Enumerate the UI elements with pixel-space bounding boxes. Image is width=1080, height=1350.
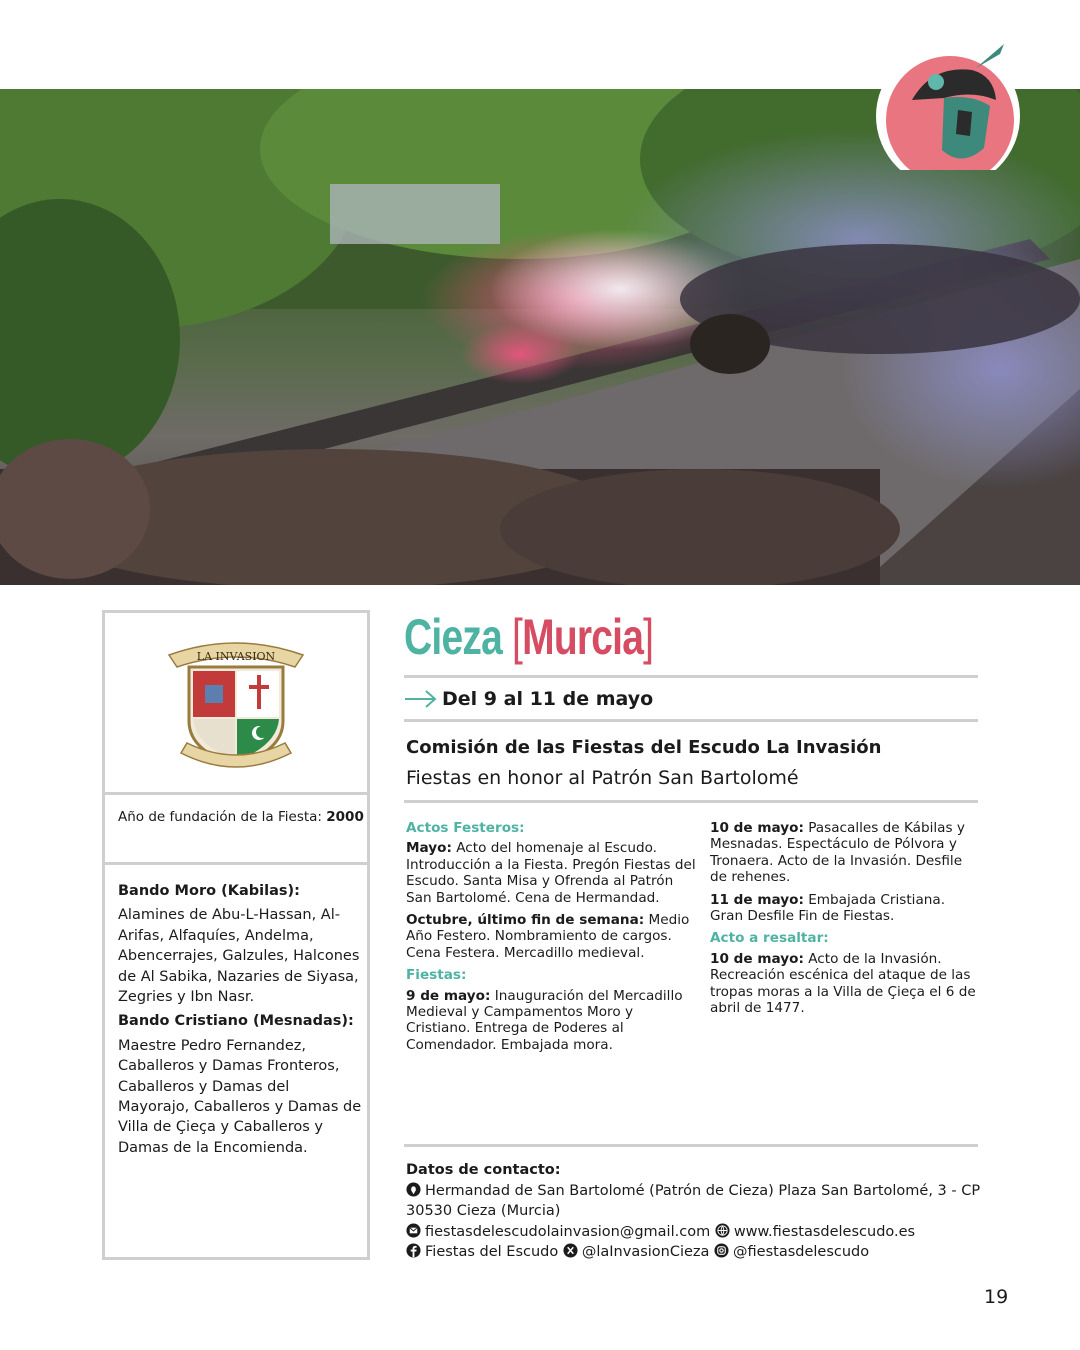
x-link[interactable]: @laInvasionCieza bbox=[581, 1244, 710, 1261]
octubre-entry bbox=[406, 912, 696, 961]
bracket-close: ] bbox=[643, 609, 654, 665]
contact-title: Datos de contacto: bbox=[406, 1162, 561, 1178]
octubre-text: Medio Año Festero. Nombramiento de cargos. Cena Festera. Mercadillo medieval. bbox=[406, 912, 690, 961]
moro-list: Alamines de Abu-L-Hassan, Al-Arifas, Alfaquíes, Andelma, Abencerrajes, Galzules, Halcones de Al Sabika, Nazaries de Siyasa, Zegries y Ibn Nasr. bbox=[118, 907, 360, 1006]
address-line bbox=[406, 1181, 986, 1222]
facebook-link[interactable]: Fiestas del Escudo bbox=[425, 1244, 559, 1261]
page-number: 19 bbox=[984, 1286, 1009, 1308]
d11-text: Embajada Cristiana. Gran Desfile Fin de Fiestas. bbox=[710, 891, 946, 925]
resaltar-text: Acto de la Invasión. Recreación escénica del ataque de las tropas moras a la Villa de Çieça el 6 de abril de 1477. bbox=[710, 950, 976, 1017]
instagram-icon bbox=[714, 1243, 729, 1258]
arrow-right-icon bbox=[404, 689, 438, 709]
moro-title: Bando Moro (Kabilas): bbox=[118, 883, 300, 899]
email-link[interactable]: fiestasdelescudolainvasion@gmail.com bbox=[425, 1223, 711, 1240]
cristiano-title: Bando Cristiano (Mesnadas): bbox=[118, 1013, 354, 1030]
web-link[interactable]: www.fiestasdelescudo.es bbox=[733, 1223, 916, 1240]
program-column-1 bbox=[406, 820, 696, 1059]
info-sidebar bbox=[102, 610, 370, 1260]
email-icon bbox=[406, 1223, 421, 1238]
foundation-year bbox=[105, 795, 367, 865]
cristiano-list: Maestre Pedro Fernandez, Caballeros y Damas Fronteros, Caballeros y Damas del Mayorajo, Caballeros y Damas de Villa de Çieça y Caballeros y Damas de la Encomienda. bbox=[118, 1037, 362, 1156]
honor-subtitle: Fiestas en honor al Patrón San Bartolomé bbox=[406, 767, 799, 789]
location-icon bbox=[406, 1182, 421, 1197]
region-name: Murcia bbox=[522, 609, 644, 665]
address-text: Hermandad de San Bartolomé (Patrón de Cieza) Plaza San Bartolomé, 3 - CP 30530 Cieza (Murcia) bbox=[406, 1182, 981, 1220]
d11-entry bbox=[710, 892, 982, 925]
warrior-badge-icon bbox=[872, 40, 1024, 170]
d10-entry bbox=[710, 820, 982, 886]
event-dates bbox=[404, 684, 653, 714]
mayo-text: Acto del homenaje al Escudo. Introducción a la Fiesta. Pregón Fiestas del Escudo. Santa Misa y Ofrenda al Patrón San Bartolomé. Cena de Hermandad. bbox=[406, 840, 696, 906]
divider bbox=[404, 719, 978, 722]
founded-label: Año de fundación de la Fiesta: bbox=[118, 809, 322, 825]
actos-label: Actos Festeros: bbox=[406, 820, 525, 836]
resaltar-date: 10 de mayo: bbox=[710, 950, 804, 967]
divider bbox=[404, 1144, 978, 1147]
d10-date: 10 de mayo: bbox=[710, 820, 804, 836]
x-icon bbox=[563, 1243, 578, 1258]
organizer: Comisión de las Fiestas del Escudo La Invasión bbox=[406, 737, 882, 758]
coat-of-arms-icon bbox=[159, 633, 313, 775]
d10-text: Pasacalles de Kábilas y Mesnadas. Espectáculo de Pólvora y Tronaera. Acto de la Invasión. Desfile de rehenes. bbox=[710, 820, 965, 886]
mayo-date: Mayo: bbox=[406, 840, 452, 857]
contact-section bbox=[406, 1160, 986, 1263]
founded-year: 2000 bbox=[326, 809, 364, 825]
bracket-open: [ bbox=[512, 609, 523, 665]
city-name: Cieza bbox=[404, 609, 502, 665]
d9-date: 9 de mayo: bbox=[406, 987, 491, 1004]
social-line bbox=[406, 1242, 986, 1263]
resaltar-label: Acto a resaltar: bbox=[710, 930, 829, 947]
resaltar-entry bbox=[710, 951, 982, 1017]
bands-list bbox=[118, 881, 363, 1162]
d9-entry bbox=[406, 988, 696, 1054]
email-web-line bbox=[406, 1222, 986, 1243]
crest-panel bbox=[105, 613, 367, 795]
facebook-icon bbox=[406, 1243, 421, 1258]
globe-icon bbox=[715, 1223, 730, 1238]
page-title bbox=[404, 608, 653, 672]
dates-text: Del 9 al 11 de mayo bbox=[442, 688, 654, 710]
octubre-date: Octubre, último fin de semana: bbox=[406, 912, 645, 929]
d9-text: Inauguración del Mercadillo Medieval y Campamentos Moro y Cristiano. Entrega de Poderes al Comendador. Embajada mora. bbox=[406, 987, 683, 1053]
d11-date: 11 de mayo: bbox=[710, 891, 804, 908]
divider bbox=[404, 800, 978, 803]
program-column-2 bbox=[710, 820, 982, 1022]
fiestas-label: Fiestas: bbox=[406, 967, 467, 984]
mayo-entry bbox=[406, 840, 696, 906]
instagram-link[interactable]: @fiestasdelescudo bbox=[733, 1244, 870, 1261]
svg-text:LA INVASION: LA INVASION bbox=[196, 650, 276, 663]
divider bbox=[404, 675, 978, 678]
